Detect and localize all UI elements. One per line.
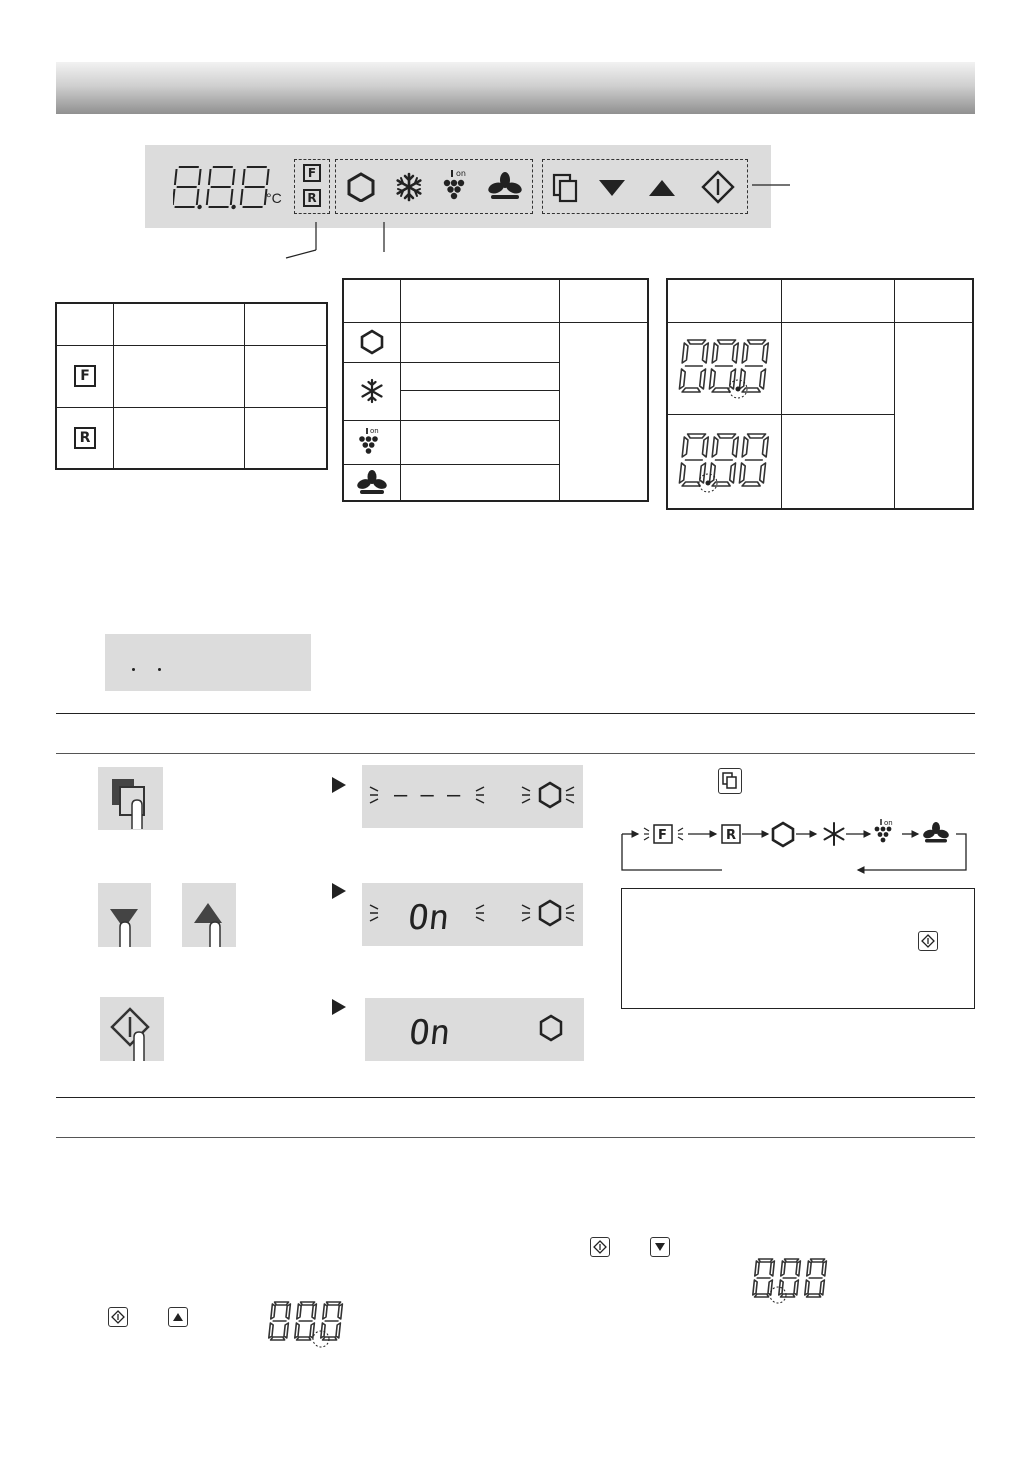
section-divider [56, 713, 975, 714]
snowflake-icon [825, 823, 844, 845]
hexagon-icon [359, 329, 385, 355]
cycle-f-label: F [658, 828, 667, 843]
freezer-zone-icon: F [74, 365, 96, 387]
mode-cycle-diagram [616, 812, 974, 878]
set-diamond-icon [918, 931, 938, 951]
set-diamond-icon [590, 1237, 610, 1257]
leader-lines [280, 180, 800, 260]
leaf-icon [922, 822, 950, 843]
section-divider [56, 1137, 975, 1138]
fridge-zone-icon: R [74, 427, 96, 449]
hexagon-icon [540, 901, 560, 925]
section-divider [56, 753, 975, 754]
note-box [621, 888, 975, 1009]
svg-text:on: on [370, 427, 379, 435]
hexagon-icon [541, 1016, 561, 1040]
fridge-zone-indicator: R [303, 189, 321, 207]
step3-on-text: On [407, 1013, 453, 1053]
temperature-display [173, 163, 273, 211]
step1-mode-button[interactable] [98, 767, 163, 830]
step2-display [362, 883, 583, 946]
leaf-icon [357, 469, 387, 497]
set-diamond-icon [108, 1307, 128, 1327]
zone-table [55, 302, 328, 470]
segment-display-decimal-left [750, 1255, 840, 1305]
arrow-right-icon [331, 998, 347, 1016]
step3-display [365, 998, 584, 1061]
decimal-point-table [666, 278, 974, 510]
arrow-right-icon [331, 776, 347, 794]
grape-on-icon [358, 426, 388, 458]
display-note-box [105, 634, 311, 691]
down-arrow-icon [650, 1237, 670, 1257]
step1-display [362, 765, 583, 828]
svg-text:on: on [884, 819, 893, 827]
section-divider [56, 1097, 975, 1098]
grape-on-icon [875, 819, 893, 842]
segment-display-decimal-right [266, 1298, 356, 1350]
step2-down-button[interactable] [98, 883, 151, 947]
segment-display-decimal-left [678, 430, 774, 496]
arrow-right-icon [331, 882, 347, 900]
mode-table [342, 278, 649, 502]
hexagon-icon [773, 823, 793, 846]
freezer-zone-indicator: F [303, 164, 321, 182]
up-arrow-icon [168, 1307, 188, 1327]
section-header-bar [56, 62, 975, 114]
temperature-unit: °C [266, 190, 282, 206]
step2-up-button[interactable] [182, 883, 236, 947]
step1-dashes: – – – [394, 783, 461, 808]
snowflake-icon [359, 378, 385, 404]
mode-key-icon [718, 768, 742, 794]
segment-display-decimal-right [678, 336, 774, 402]
cycle-r-label: R [726, 828, 737, 843]
step3-set-button[interactable] [100, 997, 164, 1061]
step2-on-text: On [406, 898, 452, 938]
svg-text:on: on [456, 169, 466, 178]
hexagon-icon [540, 783, 560, 807]
